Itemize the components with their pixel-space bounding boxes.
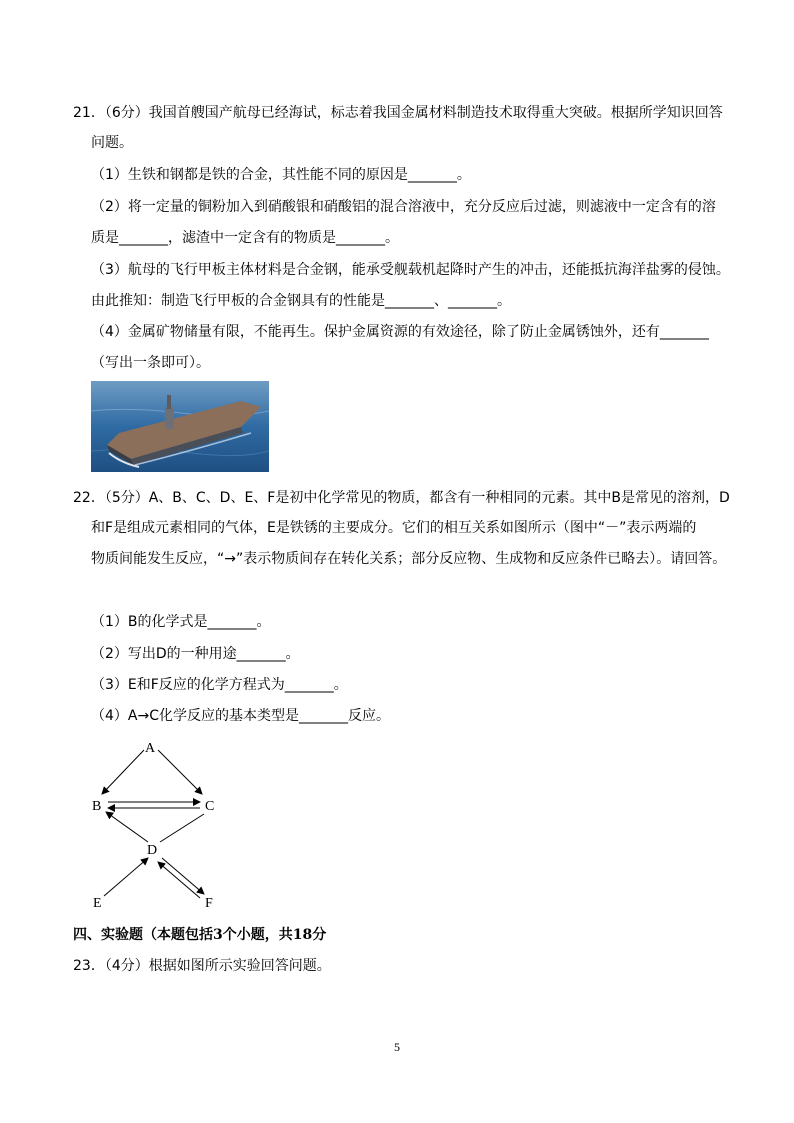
arrow-a-c (158, 750, 202, 794)
arrow-d-b (106, 812, 148, 842)
q22-intro-line3: 物质间能发生反应，“→”表示物质间存在转化关系；部分反应物、生成物和反应条件已略去）。请回答。 (91, 551, 727, 567)
q22-part2: （2）写出D的一种用途_______。 (91, 646, 300, 662)
q21-part4-line2: （写出一条即可）。 (91, 355, 210, 371)
relationship-diagram (80, 732, 240, 914)
q21-part2-line1: （2）将一定量的铜粉加入到硝酸银和硝酸铝的混合溶液中，充分反应后过滤，则滤液中一定含有的溶 (91, 199, 716, 215)
node-c: C (205, 799, 215, 814)
arrow-e-d (104, 858, 148, 896)
q21-intro-line2: 问题。 (91, 135, 133, 151)
q22-part4: （4）A→C化学反应的基本类型是_______反应。 (91, 708, 390, 724)
q21-part3-line2: 由此推知：制造飞行甲板的合金钢具有的性能是_______、_______。 (91, 293, 511, 309)
q21-part3-line1: （3）航母的飞行甲板主体材料是合金钢，能承受舰载机起降时产生的冲击，还能抵抗海洋盐雾的侵蚀。 (91, 262, 730, 278)
arrow-f-d (158, 862, 200, 898)
q22-intro-line1: 22．（5分）A、B、C、D、E、F是初中化学常见的物质，都含有一种相同的元素。其中B是常见的溶剂，D (73, 490, 730, 506)
q21-intro-line1: 21．（6分）我国首艘国产航母已经海试，标志着我国金属材料制造技术取得重大突破。根据所学知识回答 (73, 105, 723, 121)
q22-part1: （1）B的化学式是_______。 (91, 614, 271, 630)
node-f: F (205, 896, 213, 911)
node-d: D (147, 843, 158, 858)
arrow-a-b (102, 750, 144, 794)
q23-intro: 23．（4分）根据如图所示实验回答问题。 (73, 958, 331, 974)
line-c-d (160, 814, 204, 842)
q21-part1: （1）生铁和钢都是铁的合金，其性能不同的原因是_______。 (91, 167, 471, 183)
page-number: 5 (394, 1040, 400, 1054)
node-b: B (92, 799, 102, 814)
section-four-heading: 四、实验题（本题包括3个小题，共18分 (73, 927, 327, 943)
q21-part4-line1: （4）金属矿物储量有限，不能再生。保护金属资源的有效途径，除了防止金属锈蚀外，还有_______ (91, 324, 709, 340)
q22-intro-line2: 和F是组成元素相同的气体，E是铁锈的主要成分。它们的相互关系如图所示（图中“－”表示两端的 (91, 520, 697, 536)
q22-part3: （3）E和F反应的化学方程式为_______。 (91, 677, 348, 693)
aircraft-carrier-photo (91, 381, 269, 472)
q21-part2-line2: 质是_______，滤渣中一定含有的物质是_______。 (91, 230, 399, 246)
node-a: A (145, 741, 156, 756)
node-e: E (93, 896, 102, 911)
arrow-d-f (162, 858, 204, 894)
